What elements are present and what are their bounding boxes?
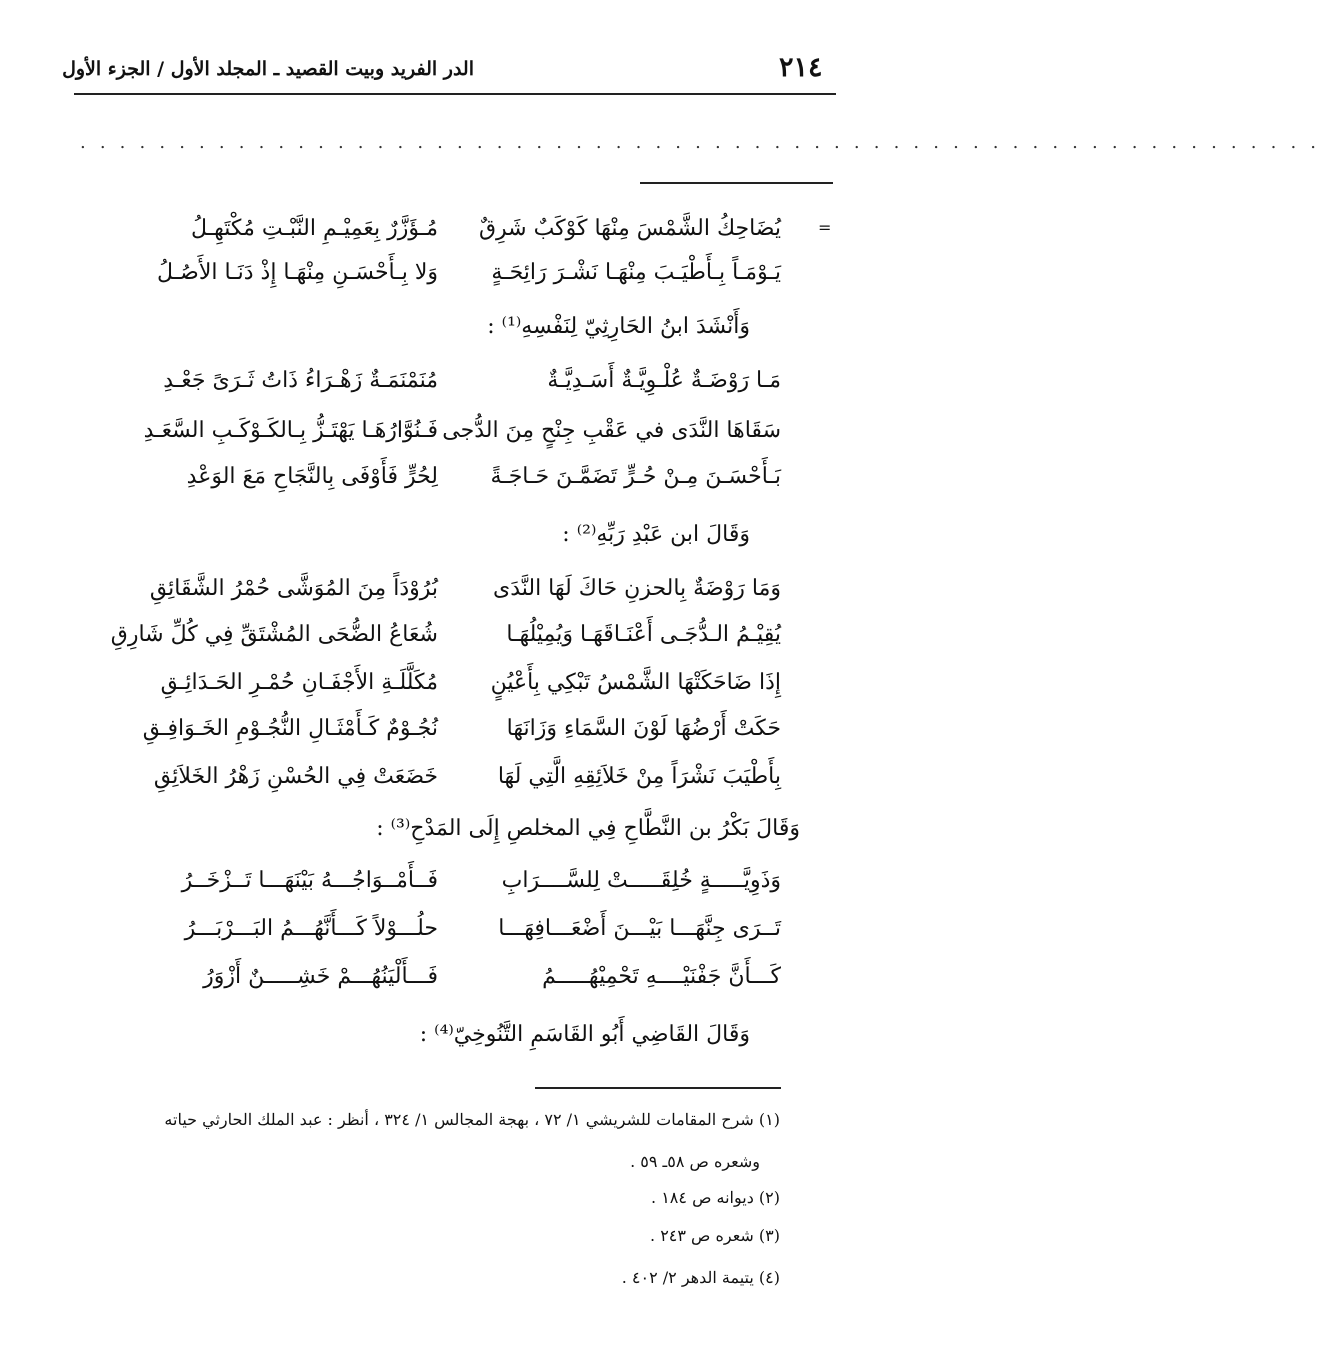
continuation-mark: =: [818, 218, 832, 237]
verse-first-hemistich: حَكَتْ أَرْضُهَا لَوْنَ السَّمَاءِ وَزَانَهَا: [506, 716, 781, 741]
verse-first-hemistich: بِأَطْيَبَ نَشْرَاً مِنْ خَلاَئِقِهِ الَّتِي لَهَا: [497, 764, 781, 789]
running-head: الدر الفريد وبيت القصيد ـ المجلد الأول / الجزء الأول: [62, 58, 474, 80]
dotted-separator: . . . . . . . . . . . . . . . . . . . . . . . . . . . . . . . . . . . . . . . . . . . . . . . . . . . . . . . . . . . . . . .: [80, 132, 1320, 153]
verse-first-hemistich: تَــرَى جِنَّهَـــا بَيْـــنَ أَضْعَـــافِهَـــا: [498, 916, 781, 941]
page-number: ٢١٤: [779, 52, 823, 83]
continuation-rule: [640, 182, 833, 184]
verse-first-hemistich: يَـوْمَـاً بِـأَطْيَـبَ مِنْهَـا نَشْـرَ رَائِحَـةٍ: [491, 260, 781, 285]
verse-first-hemistich: وَمَا رَوْضَةٌ بِالحزنِ حَاكَ لَهَا النَّدَى: [492, 576, 781, 601]
footnote: (٤) يتيمة الدهر ٢/ ٤٠٢ .: [621, 1268, 780, 1287]
verse-second-hemistich: فَـنُوَّارُهَـا يَهْتَـزُّ بِـالكَـوْكَـبِ السَّعَـدِ: [143, 418, 438, 443]
verse-first-hemistich: يُقِيْـمُ الـدُّجَـى أَعْنَـاقَهَـا وَيُمِيْلُهَـا: [506, 622, 781, 647]
verse-first-hemistich: بَـأَحْسَـنَ مِـنْ حُـرٍّ تَضَمَّـنَ حَـاجَـةً: [490, 464, 781, 489]
footnote: (٢) ديوانه ص ١٨٤ .: [651, 1188, 780, 1207]
verse-first-hemistich: كَـــأَنَّ جَفْنَيْــــهِ تَحْمِيْهُـــــمُ: [542, 964, 781, 989]
verse-second-hemistich: مُكَلَّلَـةِ الأَجْفَـانِ حُمْـرِ الحَـدَائِـقِ: [160, 670, 438, 695]
verse-second-hemistich: مُنَمْنَمَـةٌ زَهْـرَاءُ ذَاتُ ثَـرَىً جَعْـدِ: [163, 368, 438, 393]
verse-second-hemistich: فَــأَمْــوَاجُـــهُ بَيْنَهَـــا تَــزْخَــرُ: [181, 868, 438, 893]
poem-intro: وَقَالَ ابن عَبْدِ رَبِّهِ⁽²⁾ :: [562, 522, 750, 547]
poem-intro: وَقَالَ القَاضِي أَبُو القَاسَمِ التَّنُوخِيّ⁽⁴⁾ :: [419, 1022, 750, 1047]
verse-second-hemistich: حلُـــوْلاً كَـــأَنَّهُـــمُ البَـــرْبَـــرُ: [184, 916, 438, 941]
verse-second-hemistich: خَضَعَتْ فِي الحُسْنِ زَهْرُ الخَلاَئِقِ: [153, 764, 438, 789]
verse-second-hemistich: نُجُـوْمٌ كَـأَمْثَـالِ النُّجُـوْمِ الخَـوَافِـقِ: [142, 716, 438, 741]
verse-first-hemistich: يُضَاحِكُ الشَّمْسَ مِنْهَا كَوْكَبٌ شَرِقٌ: [478, 216, 781, 241]
verse-first-hemistich: سَقَاهَا النَّدَى في عَقْبِ جِنْحٍ مِنَ الدُّجى: [442, 418, 781, 443]
verse-first-hemistich: إِذَا ضَاحَكَتْهَا الشَّمْسُ تَبْكِي بِأَعْيُنٍ: [490, 670, 781, 695]
verse-second-hemistich: مُـؤَزَّرٌ بِعَمِيْـمِ النَّبْـتِ مُكْتَهِـلُ: [191, 216, 438, 241]
footnote-continuation: وشعره ص ٥٨ـ ٥٩ .: [630, 1152, 760, 1171]
poem-intro: وَأَنْشَدَ ابنُ الحَارِثِيّ لِنَفْسِهِ⁽¹⁾ :: [487, 314, 750, 339]
verse-first-hemistich: وَذَوِيَّـــــةٍ خُلِقَـــــتْ لِلسَّــــرَابِ: [501, 868, 781, 893]
verse-second-hemistich: فَـــأَلْيَنُهُـــمْ خَشِـــــنٌ أَزْوَرُ: [203, 964, 438, 989]
verse-second-hemistich: شُعَاعُ الضُّحَى المُشْتَقِّ فِي كُلِّ شَارِقِ: [110, 622, 438, 647]
verse-second-hemistich: لِحُرٍّ فَأَوْفَى بِالنَّجَاحِ مَعَ الوَعْدِ: [186, 464, 438, 489]
verse-second-hemistich: بُرُوْدَاً مِنَ المُوَشَّى حُمْرُ الشَّقَائِقِ: [149, 576, 438, 601]
verse-first-hemistich: مَـا رَوْضَـةٌ عُلْـوِيَّـةٌ أَسَـدِيَّـةٌ: [547, 368, 781, 393]
header-rule: [74, 93, 836, 95]
poem-intro: وَقَالَ بَكْرُ بن النَّطَّاحِ فِي المخلصِ إِلَى المَدْحِ⁽³⁾ :: [376, 816, 800, 841]
footnote-rule: [535, 1087, 781, 1089]
verse-second-hemistich: وَلا بِـأَحْسَـنِ مِنْهَـا إِذْ دَنَـا الأَصُـلُ: [157, 260, 438, 285]
footnote: (٣) شعره ص ٢٤٣ .: [650, 1226, 780, 1245]
footnote: (١) شرح المقامات للشريشي ١/ ٧٢ ، بهجة المجالس ١/ ٣٢٤ ، أنظر : عبد الملك الحارثي حياته: [164, 1110, 780, 1129]
